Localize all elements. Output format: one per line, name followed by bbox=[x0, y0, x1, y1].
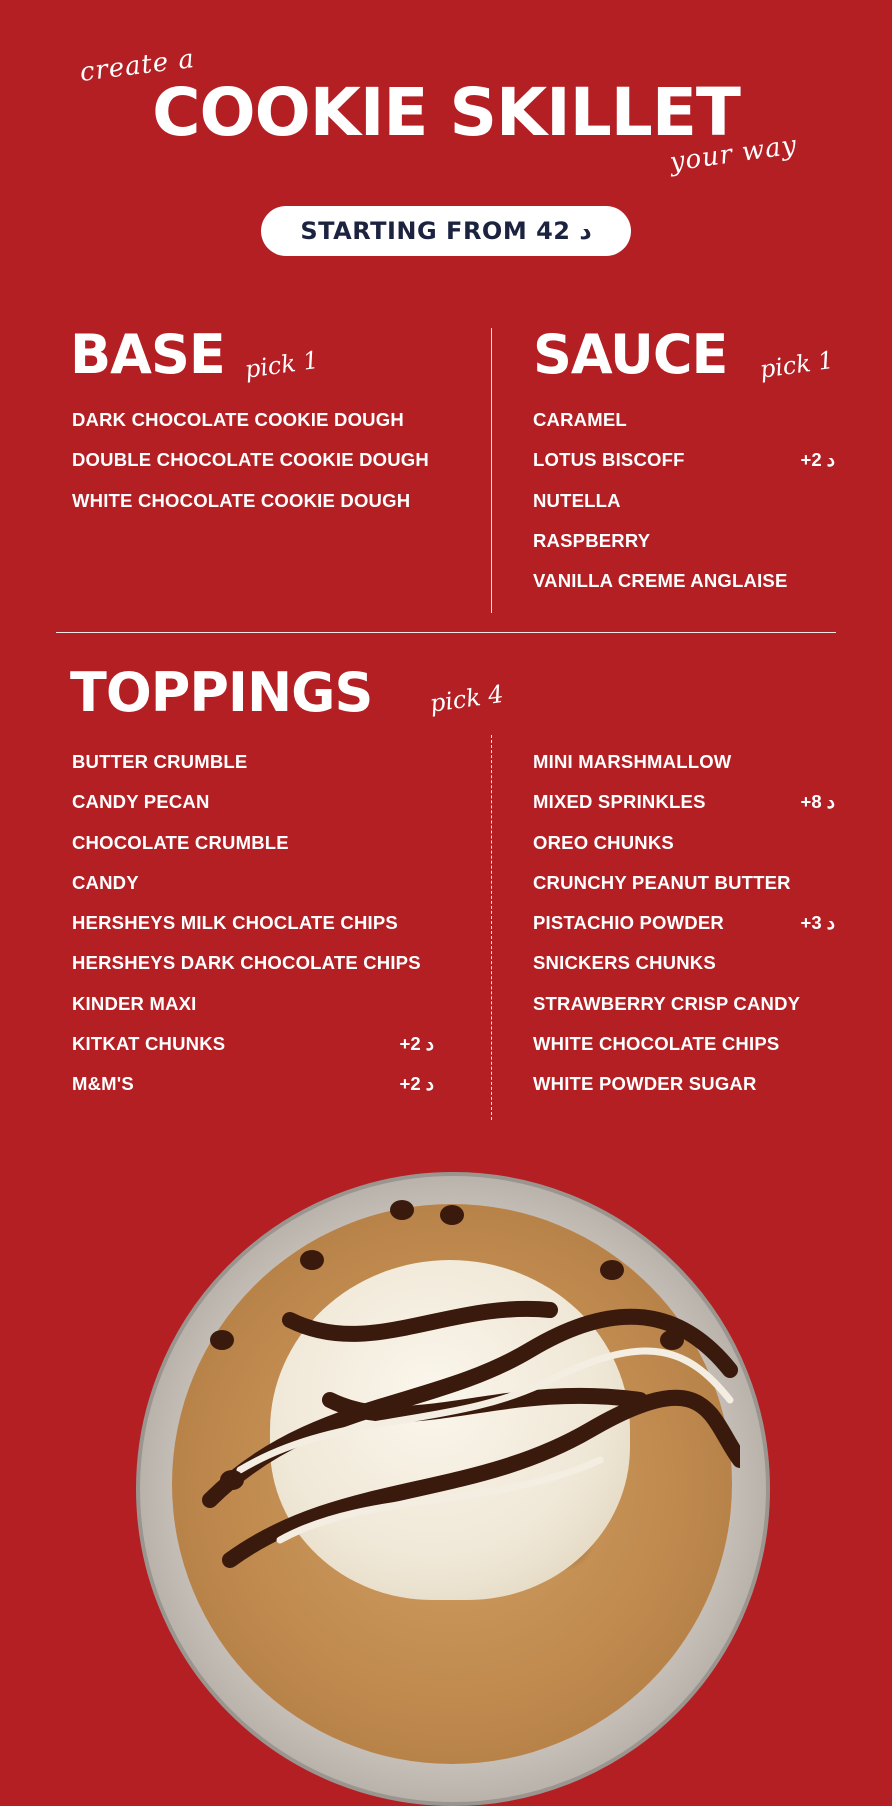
chocolate-chip bbox=[390, 1200, 414, 1220]
toppings-heading-group bbox=[70, 661, 373, 724]
sauce-item-price: +2 د bbox=[800, 449, 835, 471]
topping-item bbox=[72, 994, 434, 1034]
topping-item bbox=[533, 752, 835, 792]
chocolate-drizzle bbox=[170, 1200, 740, 1600]
topping-item-name: CANDY bbox=[72, 871, 139, 893]
chocolate-chip bbox=[440, 1205, 464, 1225]
topping-item-name: BUTTER CRUMBLE bbox=[72, 751, 248, 772]
section-divider bbox=[56, 632, 836, 633]
topping-item bbox=[533, 1074, 835, 1114]
topping-item-name: WHITE CHOCOLATE CHIPS bbox=[533, 1033, 780, 1055]
sauce-list bbox=[533, 410, 835, 611]
topping-item bbox=[72, 1074, 434, 1114]
sauce-title: SAUCE bbox=[533, 323, 728, 386]
topping-item bbox=[72, 953, 434, 993]
chocolate-chip bbox=[210, 1330, 234, 1350]
topping-item-name: M&M'S bbox=[72, 1073, 134, 1095]
topping-item-name: SNICKERS CHUNKS bbox=[533, 952, 716, 974]
base-item bbox=[72, 410, 456, 450]
sauce-item bbox=[533, 410, 835, 450]
topping-item-name: CRUNCHY PEANUT BUTTER bbox=[533, 871, 791, 893]
topping-item-price: +3 د bbox=[800, 912, 835, 934]
topping-item bbox=[533, 792, 835, 832]
topping-item-name: KINDER MAXI bbox=[72, 992, 197, 1014]
topping-item-name: HERSHEYS DARK CHOCOLATE CHIPS bbox=[72, 952, 421, 974]
topping-item bbox=[72, 752, 434, 792]
topping-item-price: +8 د bbox=[800, 791, 835, 813]
topping-item-name: MINI MARSHMALLOW bbox=[533, 751, 732, 772]
topping-item bbox=[72, 833, 434, 873]
topping-item bbox=[533, 913, 835, 953]
topping-item bbox=[533, 994, 835, 1034]
base-item-name: DOUBLE CHOCOLATE COOKIE DOUGH bbox=[72, 449, 429, 471]
topping-item-name: STRAWBERRY CRISP CANDY bbox=[533, 992, 801, 1014]
sauce-item bbox=[533, 571, 835, 611]
toppings-right-list bbox=[533, 752, 835, 1115]
chocolate-chip bbox=[600, 1260, 624, 1280]
base-pick-label: pick 1 bbox=[243, 345, 321, 384]
toppings-left-list bbox=[72, 752, 434, 1115]
toppings-title: TOPPINGS bbox=[70, 661, 373, 724]
chocolate-chip bbox=[220, 1470, 244, 1490]
topping-item-name: KITKAT CHUNKS bbox=[72, 1033, 226, 1055]
sauce-item bbox=[533, 531, 835, 571]
sauce-item-name: RASPBERRY bbox=[533, 529, 651, 551]
base-title: BASE bbox=[70, 323, 225, 386]
chocolate-chip bbox=[660, 1330, 684, 1350]
chocolate-chip bbox=[300, 1250, 324, 1270]
base-item-name: DARK CHOCOLATE COOKIE DOUGH bbox=[72, 409, 404, 430]
topping-item-name: OREO CHUNKS bbox=[533, 831, 674, 853]
topping-item-price: +2 د bbox=[399, 1033, 434, 1055]
topping-item-name: HERSHEYS MILK CHOCLATE CHIPS bbox=[72, 912, 398, 934]
topping-item bbox=[72, 913, 434, 953]
topping-item-name: WHITE POWDER SUGAR bbox=[533, 1073, 757, 1095]
topping-item-name: CANDY PECAN bbox=[72, 791, 210, 813]
toppings-pick-label: pick 4 bbox=[428, 679, 506, 718]
base-heading-group bbox=[70, 323, 225, 386]
topping-item bbox=[533, 953, 835, 993]
base-item bbox=[72, 450, 456, 490]
sauce-item-name: VANILLA CREME ANGLAISE bbox=[533, 570, 788, 592]
create-a-script: create a bbox=[78, 44, 197, 88]
toppings-divider bbox=[491, 735, 492, 1120]
base-item bbox=[72, 491, 456, 531]
sauce-item-name: LOTUS BISCOFF bbox=[533, 449, 685, 471]
sauce-item-name: NUTELLA bbox=[533, 489, 621, 511]
topping-item bbox=[533, 833, 835, 873]
your-way-script: your way bbox=[667, 130, 800, 178]
topping-item bbox=[72, 1034, 434, 1074]
topping-item-name: MIXED SPRINKLES bbox=[533, 791, 706, 813]
topping-item-name: PISTACHIO POWDER bbox=[533, 912, 724, 934]
sauce-item bbox=[533, 450, 835, 490]
starting-price-pill: STARTING FROM 42 د bbox=[261, 206, 631, 256]
sauce-pick-label: pick 1 bbox=[758, 345, 836, 384]
topping-item bbox=[72, 873, 434, 913]
sauce-item bbox=[533, 491, 835, 531]
base-item-name: WHITE CHOCOLATE COOKIE DOUGH bbox=[72, 489, 411, 511]
page-title: COOKIE SKILLET bbox=[152, 74, 740, 151]
sauce-heading-group bbox=[533, 323, 728, 386]
column-divider bbox=[491, 328, 492, 613]
topping-item bbox=[533, 1034, 835, 1074]
base-list bbox=[72, 410, 456, 531]
topping-item bbox=[72, 792, 434, 832]
sauce-item-name: CARAMEL bbox=[533, 409, 627, 430]
topping-item-name: CHOCOLATE CRUMBLE bbox=[72, 831, 289, 853]
topping-item-price: +2 د bbox=[399, 1073, 434, 1095]
topping-item bbox=[533, 873, 835, 913]
